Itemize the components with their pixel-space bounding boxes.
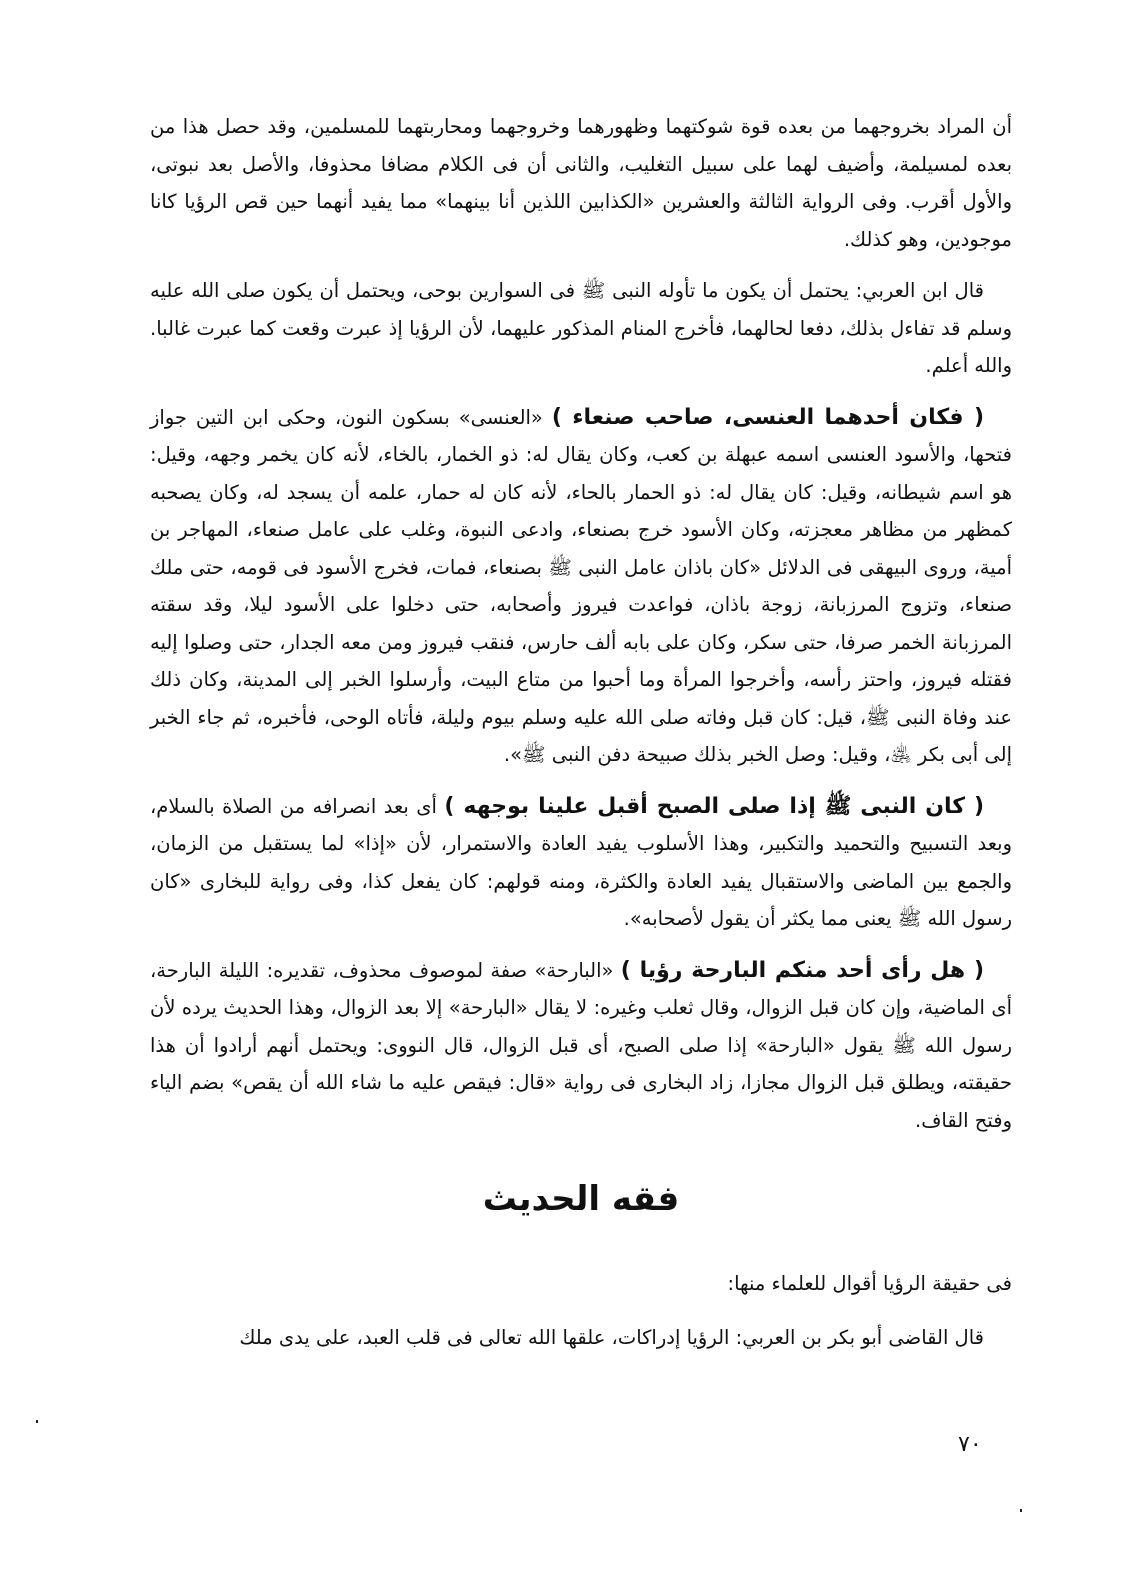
scan-speck bbox=[1020, 1509, 1022, 1512]
paragraph-5 bbox=[150, 952, 1012, 1140]
paragraph-3 bbox=[150, 399, 1012, 774]
hadith-quote: ( هل رأى أحد منكم البارحة رؤيا ) bbox=[620, 957, 984, 983]
paragraph-text: أن المراد بخروجهما من بعده قوة شوكتهما وظهورهما وخروجهما ومحاربتهما للمسلمين، وقد حصل هذا من بعده لمسيلمة، وأضيف لهما على سبيل التغليب، والثانى أن فى الكلام مضافا محذوفا، والأصل بعد نبوتى، والأول أقرب. وفى الرواية الثالثة والعشرين «الكذابين اللذين أنا بينهما» مما يفيد أنهما حين قص الرؤيا كانا موجودين، وهو كذلك. bbox=[150, 115, 1012, 251]
paragraph-4 bbox=[150, 788, 1012, 938]
paragraph-text: «البارحة» صفة لموصوف محذوف، تقديره: الليلة البارحة، أى الماضية، وإن كان قبل الزوال، وقال ثعلب وغيره: لا يقال «البارحة» إلا بعد الزوال، وهذا الحديث يرده لأن رسول الله ﷺ يقول «البارحة» إذا صلى الصبح، أى قبل الزوال، قال النووى: ويحتمل أنهم أرادوا أن هذا حقيقته، ويطلق قبل الزوال مجازا، زاد البخارى فى رواية «قال: فيقص عليه ما شاء الله أن يقص» بضم الياء وفتح القاف. bbox=[150, 958, 1012, 1132]
scan-speck bbox=[36, 1420, 38, 1423]
paragraph-text: أى بعد انصرافه من الصلاة بالسلام، وبعد التسبيح والتحميد والتكبير، وهذا الأسلوب يفيد العادة والاستمرار، لأن «إذا» لما يستقبل من الزمان، والجمع بين الماضى والاستقبال يفيد العادة والكثرة، ومنه قولهم: كان يفعل كذا، وفى رواية للبخارى «كان رسول الله ﷺ يعنى مما يكثر أن يقول لأصحابه». bbox=[150, 794, 1012, 930]
hadith-quote: ( كان النبى ﷺ إذا صلى الصبح أقبل علينا بوجهه ) bbox=[444, 793, 985, 819]
hadith-quote: ( فكان أحدهما العنسى، صاحب صنعاء ) bbox=[551, 404, 985, 430]
paragraph-2 bbox=[150, 272, 1012, 385]
section-heading: فقه الحديث bbox=[482, 1179, 680, 1219]
paragraph-body bbox=[150, 399, 1012, 774]
paragraph-text: قال ابن العربي: يحتمل أن يكون ما تأوله النبى ﷺ فى السوارين بوحى، ويحتمل أن يكون صلى الله عليه وسلم قد تفاءل بذلك، دفعا لحالهما، فأخرج المنام المذكور عليهما، لأن الرؤيا إذ عبرت وقعت كما عبرت غالبا. والله أعلم. bbox=[150, 279, 1012, 377]
document-page bbox=[150, 108, 1012, 1356]
paragraph-body bbox=[150, 788, 1012, 938]
intro-line: فى حقيقة الرؤيا أقوال للعلماء منها: bbox=[727, 1272, 1012, 1295]
closing-line: قال القاضى أبو بكر بن العربي: الرؤيا إدراكات، علقها الله تعالى فى قلب العبد، على يدى ملك bbox=[239, 1325, 984, 1349]
paragraph-1 bbox=[150, 108, 1012, 258]
paragraph-text: «العنسى» بسكون النون، وحكى ابن التين جواز فتحها، والأسود العنسى اسمه عبهلة بن كعب، وكان يقال له: ذو الخمار، بالخاء، لأنه كان يخمر وجهه، وقيل: هو اسم شيطانه، وقيل: كان يقال له: ذو الحمار بالحاء، لأنه كان له حمار، علمه أن يسجد له، وكان يصحبه كمظهر من مظاهر معجزته، وكان الأسود خرج بصنعاء، وادعى النبوة، وغلب على عامل صنعاء، المهاجر بن أمية، وروى البيهقى فى الدلائل «كان باذان عامل النبى ﷺ بصنعاء، فمات، فخرج الأسود فى قومه، حتى ملك صنعاء، وتزوج المرزبانة، زوجة باذان، فواعدت فيروز وأصحابه، حتى دخلوا على الأسود ليلا، وقد سقته المرزبانة الخمر صرفا، حتى سكر، وكان على بابه ألف حارس، فنقب فيروز ومن معه الجدار، حتى وصلوا إليه فقتله فيروز، واحتز رأسه، وأخرجوا المرأة وما أحبوا من متاع البيت، وأرسلوا الخبر إلى المدينة، وكان ذلك عند وفاة النبى ﷺ، قيل: كان قبل وفاته صلى الله عليه وسلم بيوم وليلة، فأتاه الوحى، فأخبره، ثم جاء الخبر إلى أبى بكر ﵁، وقيل: وصل الخبر بذلك صبيحة دفن النبى ﷺ». bbox=[150, 405, 1012, 766]
page-number: ٧٠ bbox=[958, 1432, 982, 1457]
paragraph-body bbox=[150, 952, 1012, 1140]
